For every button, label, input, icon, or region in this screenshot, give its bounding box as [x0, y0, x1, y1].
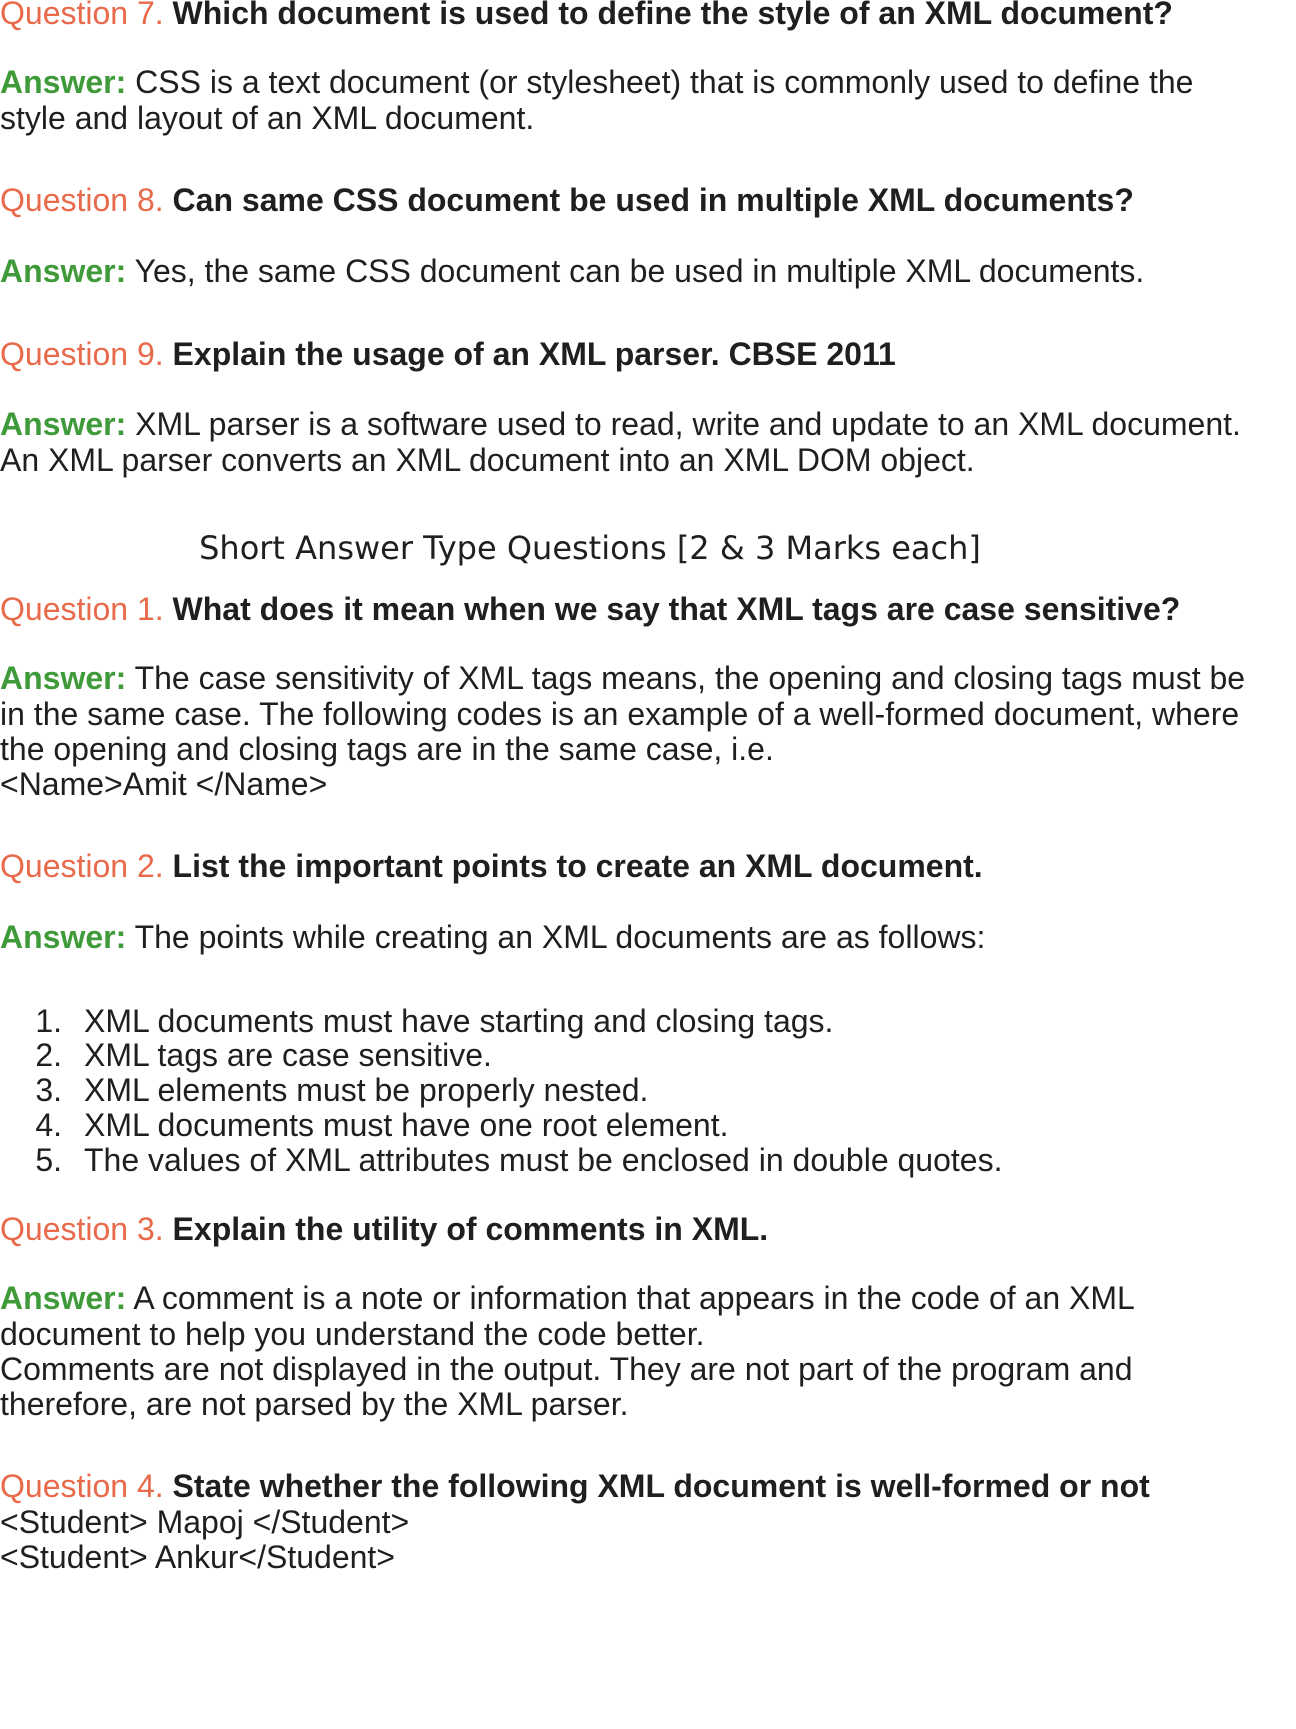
- question-text: Explain the usage of an XML parser. CBSE 2011: [172, 336, 896, 372]
- question-text: Can same CSS document be used in multiple XML documents?: [172, 182, 1134, 218]
- answer-text: XML parser is a software used to read, write and update to an XML document.: [135, 406, 1241, 442]
- short-answer-3-line-3: Comments are not displayed in the output. They are not part of the program and: [0, 1351, 1133, 1387]
- question-label: Question 3.: [0, 1211, 164, 1247]
- short-answer-3-line-4: therefore, are not parsed by the XML parser.: [0, 1386, 629, 1422]
- question-text: Explain the utility of comments in XML.: [172, 1211, 769, 1247]
- list-number: 2.: [35, 1037, 62, 1073]
- answer-text: Yes, the same CSS document can be used in multiple XML documents.: [134, 253, 1145, 289]
- question-9-heading: [0, 335, 896, 373]
- short-answer-3-line-2: document to help you understand the code better.: [0, 1316, 705, 1352]
- question-label: Question 4.: [0, 1468, 164, 1504]
- answer-text: The case sensitivity of XML tags means, the opening and closing tags must be: [134, 660, 1246, 696]
- short-question-1-heading: [0, 590, 1180, 628]
- short-answer-1-code: <Name>Amit </Name>: [0, 766, 328, 802]
- answer-9-line-2: An XML parser converts an XML document into an XML DOM object.: [0, 442, 975, 478]
- short-question-2-heading: [0, 847, 983, 885]
- code-line: <Student> Ankur</Student>: [0, 1539, 395, 1575]
- question-label: Question 7.: [0, 0, 164, 31]
- question-text: What does it mean when we say that XML tags are case sensitive?: [172, 591, 1181, 627]
- answer-7-line-2: style and layout of an XML document.: [0, 100, 535, 136]
- list-number: 3.: [35, 1072, 62, 1108]
- short-question-4-heading: [0, 1467, 1150, 1505]
- answer-label: Answer:: [0, 919, 127, 955]
- list-item: [0, 1002, 833, 1040]
- question-label: Question 1.: [0, 591, 164, 627]
- question-8-heading: [0, 181, 1134, 219]
- list-item: [0, 1106, 728, 1144]
- question-label: Question 2.: [0, 848, 164, 884]
- short-answer-2-line-1: [0, 918, 985, 956]
- short-answer-1-line-3: the opening and closing tags are in the same case, i.e.: [0, 731, 774, 767]
- list-number: 1.: [35, 1003, 62, 1039]
- question-label: Question 9.: [0, 336, 164, 372]
- list-item: [0, 1036, 492, 1074]
- question-text: State whether the following XML document is well-formed or not: [172, 1468, 1150, 1504]
- answer-text: A comment is a note or information that appears in the code of an XML: [133, 1280, 1135, 1316]
- question-text: Which document is used to define the style of an XML document?: [172, 0, 1173, 31]
- code-line: <Student> Mapoj </Student>: [0, 1504, 410, 1540]
- answer-label: Answer:: [0, 406, 127, 442]
- question-label: Question 8.: [0, 182, 164, 218]
- list-number: 4.: [35, 1107, 62, 1143]
- list-text: XML elements must be properly nested.: [84, 1072, 649, 1108]
- answer-9-line-1: [0, 405, 1241, 443]
- list-number: 5.: [35, 1142, 62, 1178]
- list-text: The values of XML attributes must be enclosed in double quotes.: [84, 1142, 1003, 1178]
- answer-7-line-1: [0, 63, 1193, 101]
- question-text: List the important points to create an XML document.: [172, 848, 983, 884]
- question-7-heading: [0, 0, 1173, 32]
- short-answer-1-line-1: [0, 659, 1245, 697]
- section-heading: Short Answer Type Questions [2 & 3 Marks each]: [199, 529, 981, 567]
- answer-text: The points while creating an XML documents are as follows:: [134, 919, 986, 955]
- list-text: XML documents must have one root element.: [84, 1107, 729, 1143]
- short-question-3-heading: [0, 1210, 768, 1248]
- answer-label: Answer:: [0, 64, 127, 100]
- list-text: XML documents must have starting and closing tags.: [84, 1003, 834, 1039]
- list-item: [0, 1141, 1002, 1179]
- list-text: XML tags are case sensitive.: [84, 1037, 492, 1073]
- answer-8-line-1: [0, 252, 1144, 290]
- answer-label: Answer:: [0, 253, 127, 289]
- answer-label: Answer:: [0, 1280, 127, 1316]
- answer-label: Answer:: [0, 660, 127, 696]
- list-item: [0, 1071, 648, 1109]
- short-answer-1-line-2: in the same case. The following codes is an example of a well-formed document, where: [0, 696, 1240, 732]
- answer-text: CSS is a text document (or stylesheet) that is commonly used to define the: [135, 64, 1194, 100]
- short-answer-3-line-1: [0, 1279, 1135, 1317]
